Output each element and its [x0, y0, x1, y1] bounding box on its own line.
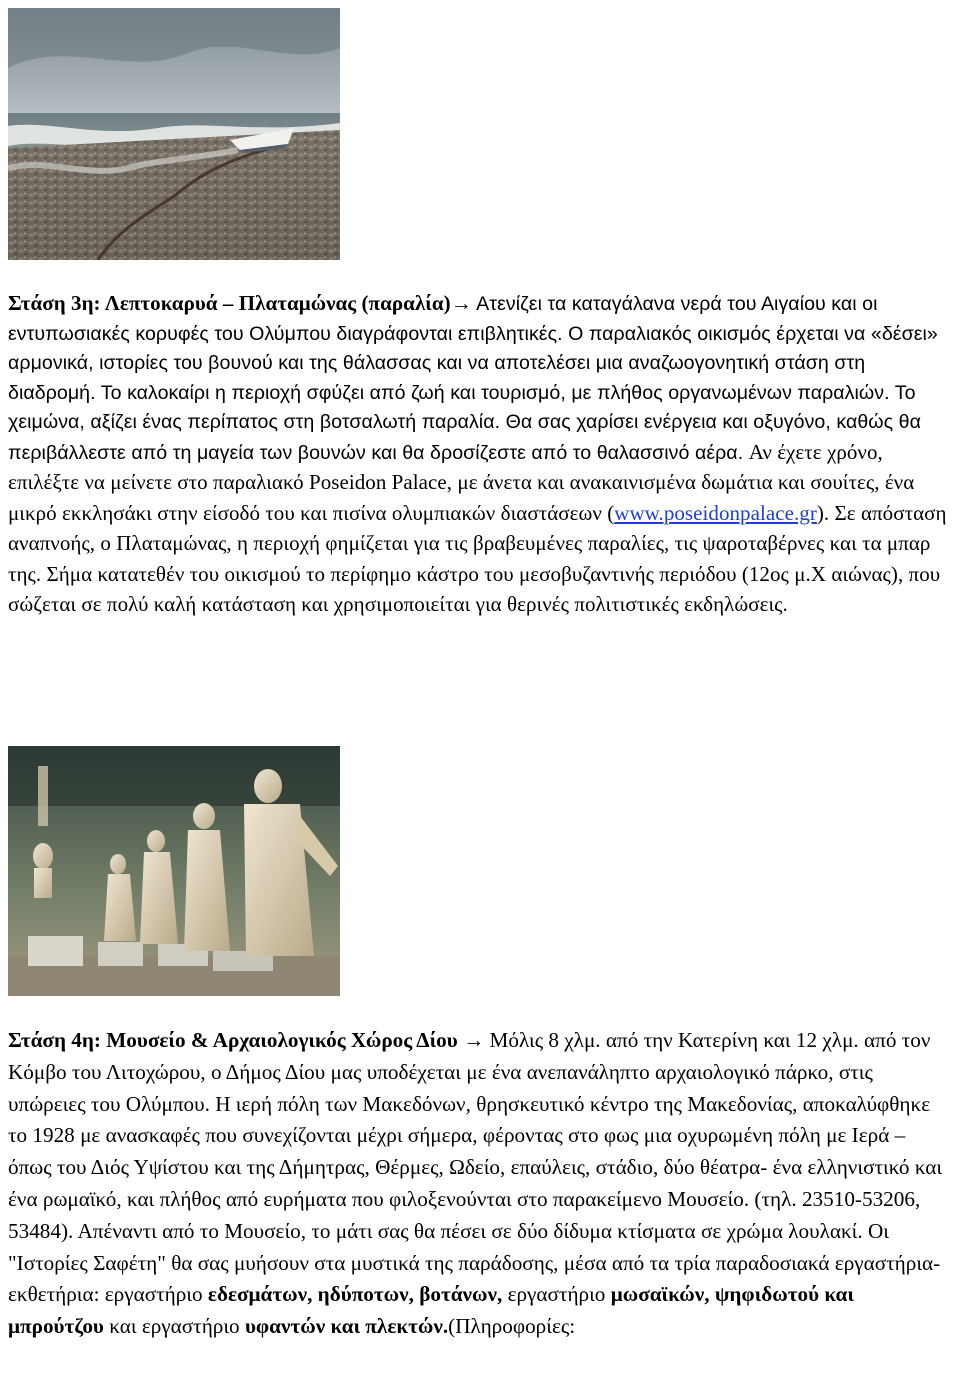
stop-4-title: Στάση 4η: Μουσείο & Αρχαιολογικός Χώρος Δίου [8, 1028, 458, 1052]
stop-4-text-a: Μόλις 8 χλμ. από την Κατερίνη και 12 χλμ. από τον Κόμβο του Λιτοχώρου, ο Δήμος Δίου μας υποδέχεται με ένα ανεπανάληπτο αρχαιολογικό πάρκο, στις υπώρειες του Ολύμπου. Η ιερή πόλη των Μακεδόνων, θρησκευτικό κέντρο της Μακεδονίας, αποκαλύφθηκε το 1928 με ανασκαφές που συνεχίζονται μέχρι σήμερα, φέροντας στο φως μια οχυρωμένη πόλη με Ιερά – όπως του Διός Υψίστου και της Δήμητρας, Θέρμες, Ωδείο, επαύλεις, στάδιο, δύο θέατρα- ένα ελληνιστικό και ένα ρωμαϊκό, και πλήθος από ευρήματα που φιλοξενούνται στο παρακείμενο Μουσείο. (τηλ. 23510-53206, 53484). Απέναντι από το Μουσείο, το μάτι σας θα πέσει σε δύο δίδυμα κτίσματα σε χρώμα λουλακί. Οι "Ιστορίες Σαφέτη" θα σας μυήσουν στα μυστικά της παράδοσης, μέσα από τα τρία παραδοσιακά εργαστήρια-εκθετήρια: εργαστήριο [8, 1028, 943, 1307]
stop-3-text-b: Αν έχετε χρόνο, επιλέξτε να μείνετε στο παραλιακό Poseidon Palace, με άνετα και ανακαινισμένα δωμάτια και σουίτες, ένα μικρό εκκλησάκι στην είσοδό του και πισίνα ολυμπιακών διαστάσεων ( [8, 439, 915, 525]
beach-photo-image [8, 8, 340, 260]
stop-4-workshop-2: μωσαϊκών, ψηφιδωτού και μπρούτζου [8, 1282, 854, 1339]
stop-4-paragraph [8, 1025, 954, 1343]
museum-photo [8, 746, 340, 996]
stop-4-text-d: (Πληροφορίες: [448, 1314, 576, 1339]
stop-3-paragraph [8, 289, 954, 621]
museum-photo-image [8, 746, 340, 996]
stop-4-text-c: και εργαστήριο [103, 1314, 245, 1339]
stop-3-text-c: ). Σε απόσταση αναπνοής, ο Πλαταμώνας, η περιοχή φημίζεται για τις βραβευμένες παραλίες, τις ψαροταβέρνες και τα μπαρ της. Σήμα κατατεθέν του οικισμού το περίφημο κάστρο του μεσοβυζαντινής περιόδου (12ος μ.Χ αιώνας), που σώζεται σε πολύ καλή κατάσταση και χρησιμοποιείται για θερινές πολιτιστικές εκδηλώσεις. [8, 500, 947, 616]
arrow-icon: → [457, 1028, 490, 1052]
stop-4-text-b: εργαστήριο [502, 1282, 611, 1307]
poseidon-palace-link[interactable]: www.poseidonpalace.gr [614, 500, 817, 525]
stop-4-workshop-1: εδεσμάτων, ηδύποτων, βοτάνων, [207, 1282, 503, 1307]
stop-3-text-a: Ατενίζει τα καταγάλανα νερά του Αιγαίου και οι εντυπωσιακές κορυφές του Ολύμπου διαγράφονται επιβλητικές. Ο παραλιακός οικισμός έρχεται να «δέσει» αρμονικά, ιστορίες του βουνού και της θάλασσας και να αποτελέσει μια αναζωογονητική στάση στη διαδρομή. Το καλοκαίρι η περιοχή σφύζει από ζωή και τουρισμό, με πλήθος οργανωμένων παραλιών. Το χειμώνα, αξίζει ένας περίπατος στη βοτσαλωτή παραλία. Θα σας χαρίσει ενέργεια και οξυγόνο, καθώς θα περιβάλλεστε από τη μαγεία των βουνών και θα δροσίζεστε από το θαλασσινό αέρα. [8, 293, 938, 464]
arrow-icon: → [450, 291, 472, 315]
beach-photo [8, 8, 340, 260]
stop-3-title: Στάση 3η: Λεπτοκαρυά – Πλαταμώνας (παραλία) [8, 291, 451, 315]
stop-4-workshop-3: υφαντών και πλεκτών. [244, 1314, 449, 1339]
